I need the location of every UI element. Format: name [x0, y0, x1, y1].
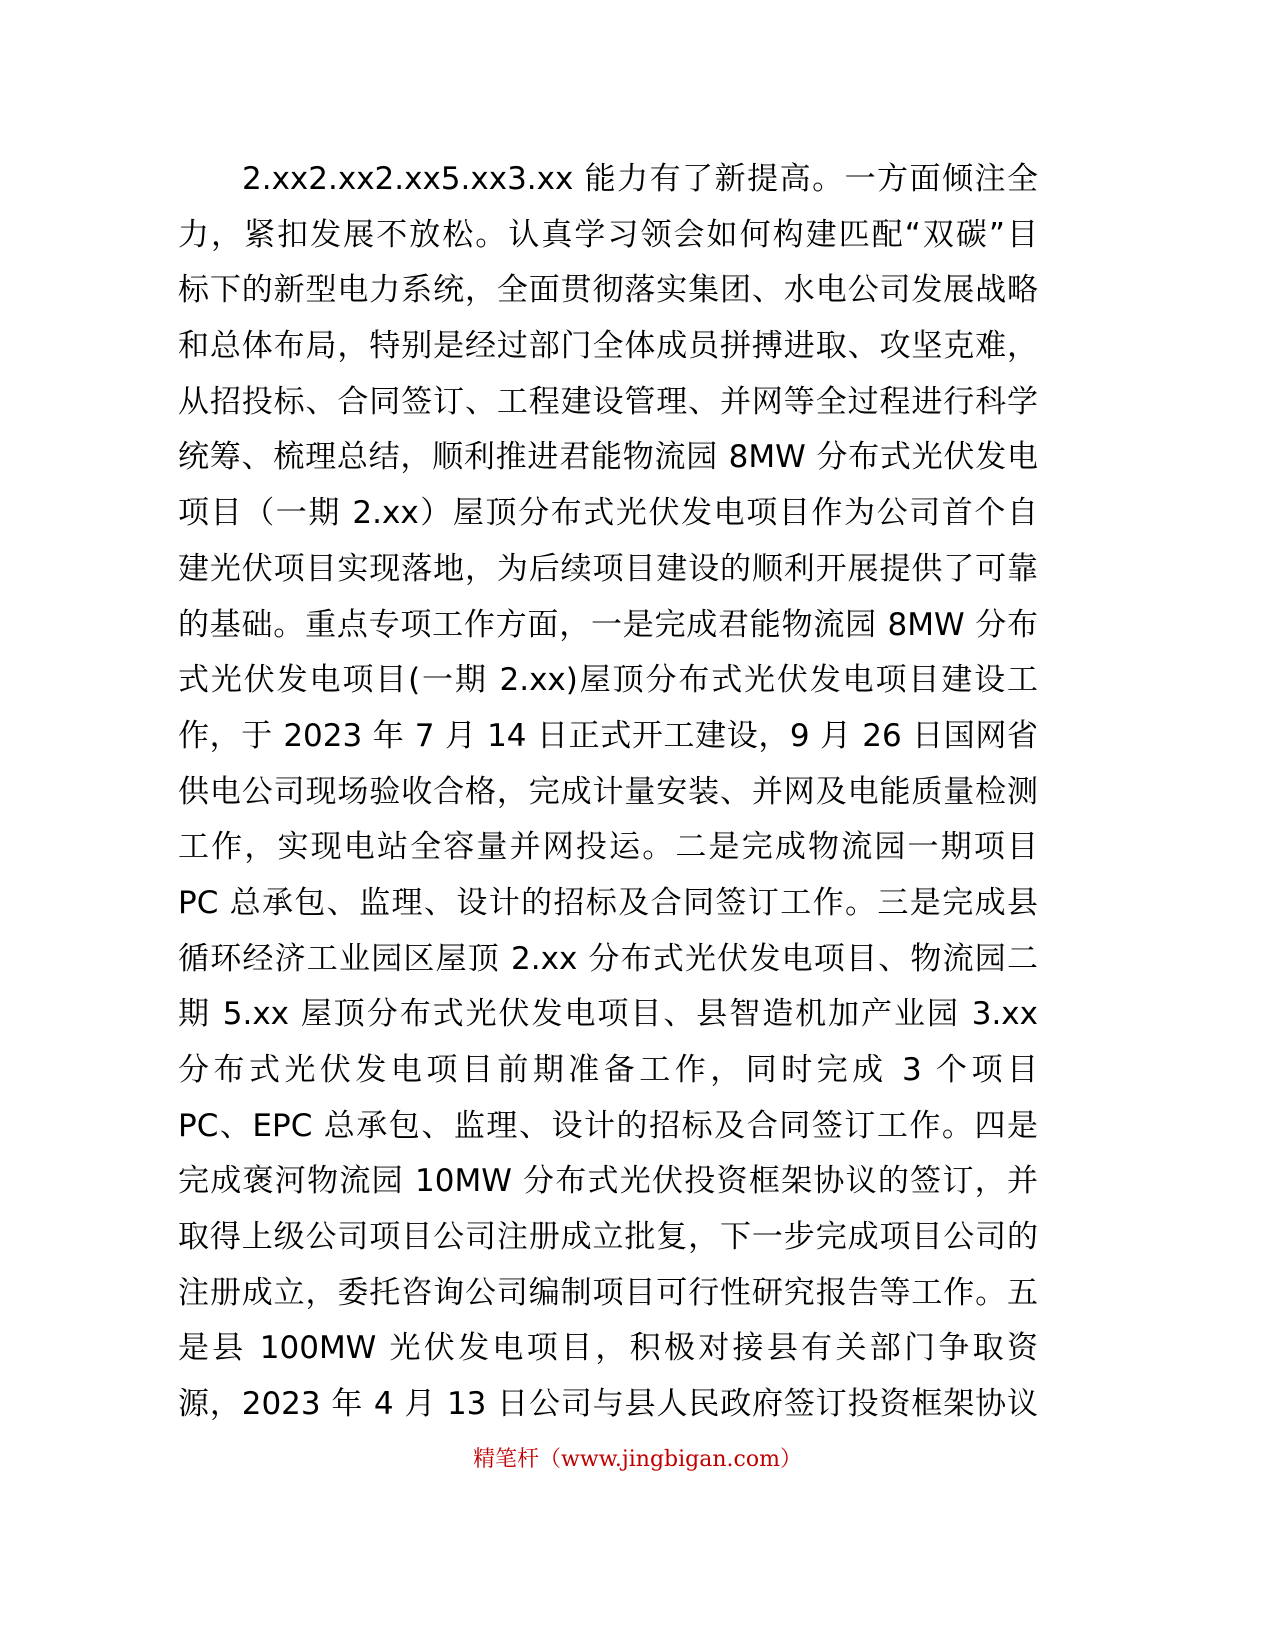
paragraph-line: 注册成立，委托咨询公司编制项目可行性研究报告等工作。五: [178, 1274, 1038, 1311]
paragraph-line: 和总体布局，特别是经过部门全体成员拼搏进取、攻坚克难，: [178, 328, 1038, 365]
paragraph-line: 取得上级公司项目公司注册成立批复，下一步完成项目公司的: [178, 1219, 1038, 1256]
paragraph-line: 供电公司现场验收合格，完成计量安装、并网及电能质量检测: [178, 773, 1038, 810]
paragraph-line: 源，2023 年 4 月 13 日公司与县人民政府签订投资框架协议: [178, 1386, 1038, 1423]
paragraph-line: PC、EPC 总承包、监理、设计的招标及合同签订工作。四是: [178, 1107, 1038, 1144]
paragraph-line: 建光伏项目实现落地，为后续项目建设的顺利开展提供了可靠: [178, 550, 1038, 587]
paragraph-line: 式光伏发电项目(一期 2.xx)屋顶分布式光伏发电项目建设工: [178, 662, 1038, 699]
paragraph-line: 统筹、梳理总结，顺利推进君能物流园 8MW 分布式光伏发电: [178, 439, 1038, 476]
paragraph-line: 作，于 2023 年 7 月 14 日正式开工建设，9 月 26 日国网省: [178, 717, 1038, 754]
paragraph-line: 从招投标、合同签订、工程建设管理、并网等全过程进行科学: [178, 383, 1038, 420]
paragraph-line: 的基础。重点专项工作方面，一是完成君能物流园 8MW 分布: [178, 606, 1038, 643]
paragraph-line: PC 总承包、监理、设计的招标及合同签订工作。三是完成县: [178, 884, 1038, 921]
paragraph-line: 工作，实现电站全容量并网投运。二是完成物流园一期项目: [178, 829, 1038, 866]
paragraph-line: 完成褒河物流园 10MW 分布式光伏投资框架协议的签订，并: [178, 1163, 1038, 1200]
paragraph-line: 标下的新型电力系统，全面贯彻落实集团、水电公司发展战略: [178, 272, 1038, 309]
paragraph-line: 是县 100MW 光伏发电项目，积极对接县有关部门争取资: [178, 1330, 1038, 1367]
paragraph-line: 分布式光伏发电项目前期准备工作，同时完成 3 个项目: [178, 1052, 1038, 1088]
paragraph-line: 期 5.xx 屋顶分布式光伏发电项目、县智造机加产业园 3.xx: [178, 996, 1038, 1033]
footer-watermark: 精笔杆（www.jingbigan.com）: [473, 1447, 802, 1472]
paragraph-line: 2.xx2.xx2.xx5.xx3.xx 能力有了新提高。一方面倾注全: [242, 161, 1038, 197]
paragraph-line: 力，紧扣发展不放松。认真学习领会如何构建匹配“双碳”目: [178, 216, 1038, 253]
paragraph-line: 项目（一期 2.xx）屋顶分布式光伏发电项目作为公司首个自: [178, 495, 1038, 532]
body-paragraph: [178, 152, 1038, 1433]
paragraph-line: 循环经济工业园区屋顶 2.xx 分布式光伏发电项目、物流园二: [178, 940, 1038, 977]
